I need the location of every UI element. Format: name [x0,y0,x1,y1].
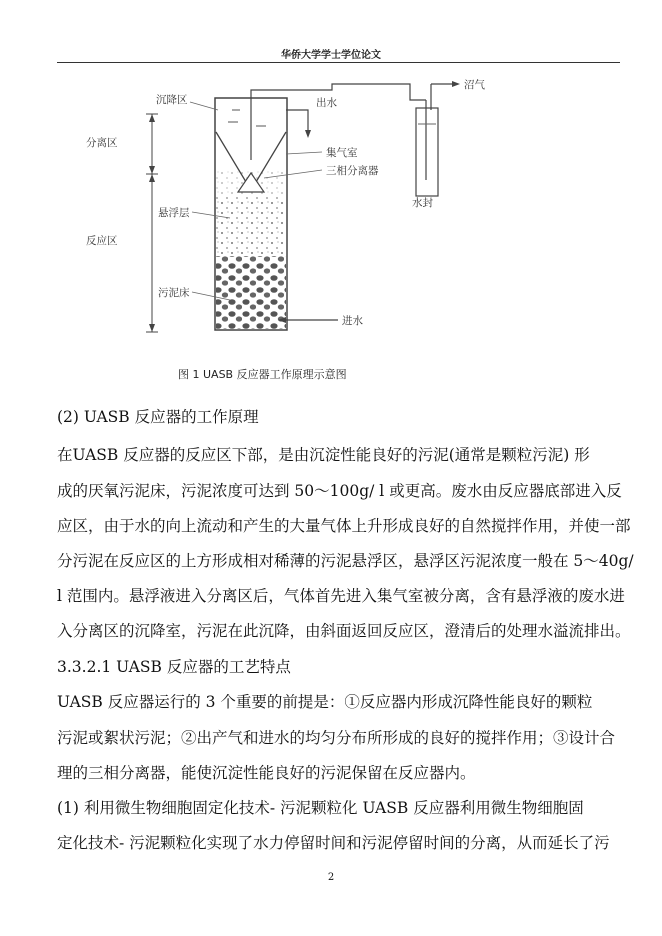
figure-caption: 图 1 UASB 反应器工作原理示意图 [178,368,347,381]
sludge-bed-fill [216,256,286,329]
body-line: 在UASB 反应器的反应区下部，是由沉淀性能良好的污泥(通常是颗粒污泥) 形 [57,446,590,464]
label-sludge-bed: 污泥床 [158,287,190,299]
body-line: 应区，由于水的向上流动和产生的大量气体上升形成良好的自然搅拌作用，并使一部 [57,517,631,535]
body-line: (2) UASB 反应器的工作原理 [57,408,259,426]
body-line: l 范围内。悬浮液进入分离区后，气体首先进入集气室被分离，含有悬浮液的废水进 [57,587,625,605]
section-heading: 3.3.2.1 UASB 反应器的工艺特点 [57,658,291,676]
body-line: UASB 反应器运行的 3 个重要的前提是：①反应器内形成沉降性能良好的颗粒 [57,693,593,711]
body-line: 定化技术- 污泥颗粒化实现了水力停留时间和污泥停留时间的分离，从而延长了污 [57,834,610,852]
page-number: 2 [327,872,335,883]
body-line: 污泥或絮状污泥；②出产气和进水的均匀分布所形成的良好的搅拌作用；③设计合 [57,729,616,747]
uasb-diagram [60,70,640,390]
label-reaction-zone: 反应区 [86,235,118,247]
water-seal-vessel [416,108,438,196]
label-three-phase-separator: 三相分离器 [326,165,379,177]
header-divider [57,62,620,63]
body-line: 入分离区的沉降室，污泥在此沉降，由斜面返回反应区，澄清后的处理水溢流排出。 [57,622,631,640]
label-suspension-layer: 悬浮层 [158,207,190,219]
uasb-reactor-figure [60,70,640,390]
label-gas-chamber: 集气室 [326,147,358,159]
body-line: (1) 利用微生物细胞固定化技术- 污泥颗粒化 UASB 反应器利用微生物细胞固 [57,799,584,817]
label-settle-zone: 沉降区 [156,94,188,106]
label-separation-zone: 分离区 [86,137,118,149]
suspension-layer-fill [216,196,286,256]
label-water-seal: 水封 [412,197,433,209]
body-line: 理的三相分离器，能使沉淀性能良好的污泥保留在反应器内。 [57,764,476,782]
body-line: 成的厌氧污泥床，污泥浓度可达到 50～100g/ l 或更高。废水由反应器底部进入反 [57,482,622,500]
label-inlet-water: 进水 [342,315,363,327]
label-biogas: 沼气 [464,79,485,91]
label-outlet-water: 出水 [316,97,337,109]
outlet-pipe [286,110,308,130]
body-line: 分污泥在反应区的上方形成相对稀薄的污泥悬浮区，悬浮区污泥浓度一般在 5～40g/ [57,552,634,570]
running-header: 华侨大学学士学位论文 [281,50,381,61]
